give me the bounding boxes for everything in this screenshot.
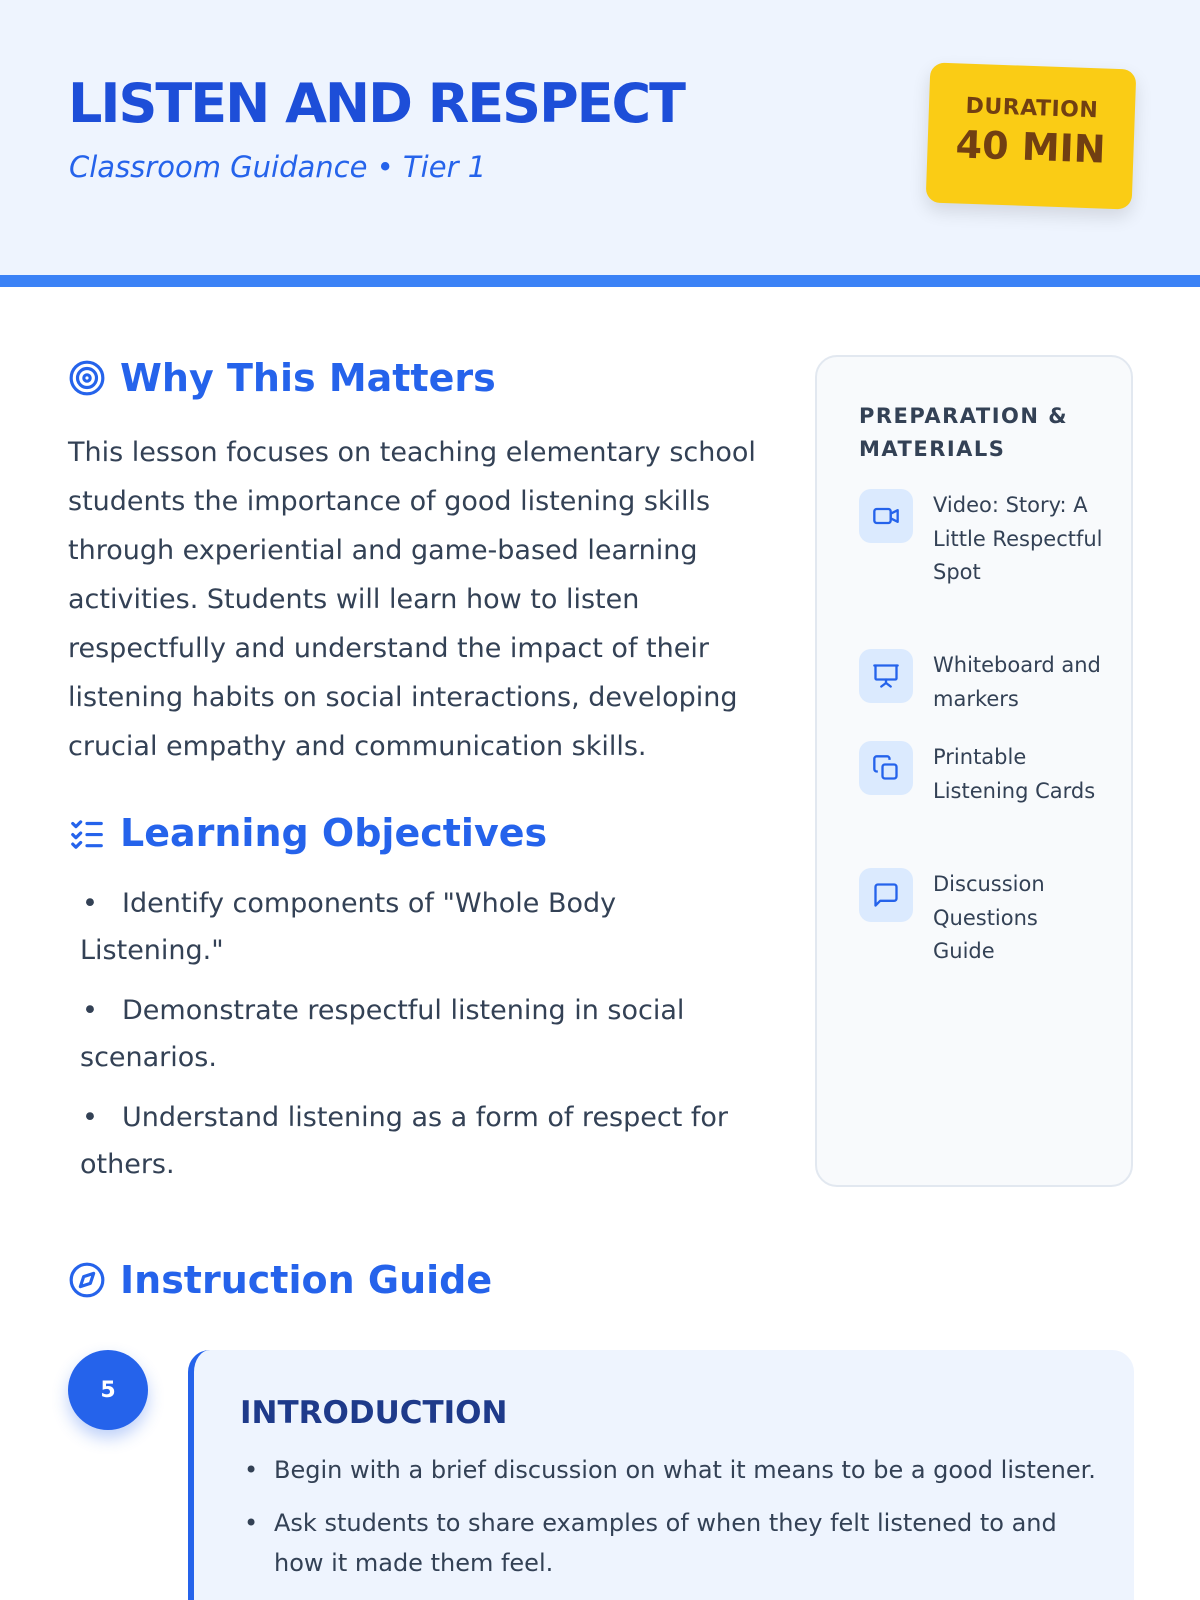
step-number: 5 xyxy=(68,1350,148,1430)
objectives-heading xyxy=(68,811,547,855)
material-item xyxy=(859,489,1109,590)
list-item: • Demonstrate respectful listening in social scenarios. xyxy=(80,995,685,1073)
material-label: Whiteboard and markers xyxy=(933,653,1101,711)
materials-card xyxy=(815,355,1133,1187)
material-label: Printable Listening Cards xyxy=(933,745,1096,803)
material-label: Video: Story: A Little Respectful Spot xyxy=(933,493,1103,584)
duration-value: 40 MIN xyxy=(954,122,1107,172)
list-item: • Understand listening as a form of respect for others. xyxy=(80,1102,729,1180)
instruction-heading xyxy=(68,1258,492,1302)
material-item xyxy=(859,741,1109,808)
duration-badge xyxy=(926,62,1137,209)
list-item: • Ask students to share examples of when they felt listened to and how it made them feel. xyxy=(240,1503,1100,1583)
step-title: INTRODUCTION xyxy=(240,1395,508,1431)
message-icon xyxy=(859,868,913,922)
copy-icon xyxy=(859,741,913,795)
material-item xyxy=(859,649,1109,716)
video-icon xyxy=(859,489,913,543)
presentation-icon xyxy=(859,649,913,703)
lesson-header xyxy=(0,0,1200,287)
page-title: LISTEN AND RESPECT xyxy=(68,72,685,135)
why-heading xyxy=(68,356,496,400)
compass-icon xyxy=(68,1261,106,1299)
list-item: • Identify components of "Whole Body Listening." xyxy=(80,888,617,966)
page-subtitle: Classroom Guidance • Tier 1 xyxy=(69,150,487,184)
material-label: Discussion Questions Guide xyxy=(933,872,1045,963)
objectives-heading-text: Learning Objectives xyxy=(120,811,548,855)
target-icon xyxy=(68,359,106,397)
why-heading-text: Why This Matters xyxy=(120,356,496,400)
objectives-list xyxy=(80,880,760,1201)
step-list xyxy=(240,1450,1100,1596)
step-card xyxy=(188,1350,1134,1600)
why-body: This lesson focuses on teaching elementary school students the importance of good listening skills through experiential and game-based learning activities. Students will learn how to listen respectfully and understand the impact of their listening habits on social interactions, developing crucial empathy and communication skills. xyxy=(68,437,756,762)
checklist-icon xyxy=(68,814,106,852)
duration-label: DURATION xyxy=(965,93,1099,124)
material-item xyxy=(859,868,1109,969)
materials-heading: PREPARATION & MATERIALS xyxy=(859,404,1069,461)
list-item: • Begin with a brief discussion on what it means to be a good listener. xyxy=(240,1450,1100,1490)
instruction-heading-text: Instruction Guide xyxy=(120,1258,493,1302)
